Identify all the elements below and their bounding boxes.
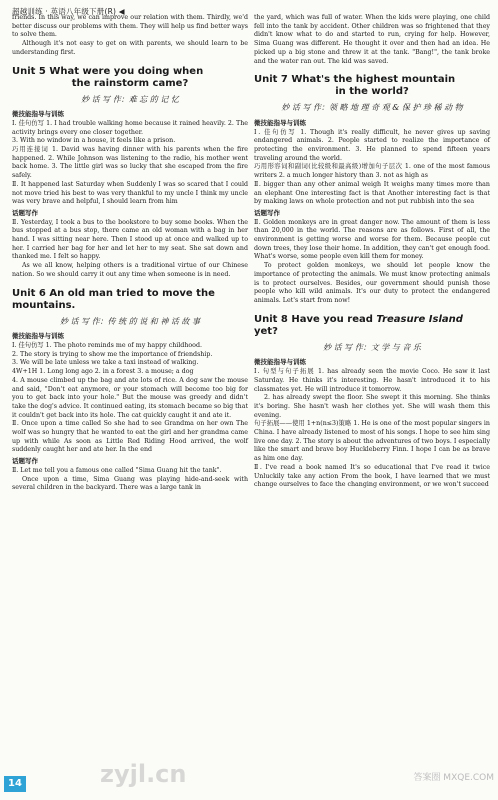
section-heading: 话题写作 [12,457,38,466]
unit-7-subtitle: 妙 话 写 作：领 略 地 理 奇 观 & 保 护 珍 稀 动 物 [281,103,463,113]
unit-7-title-line1: Unit 7 What's the highest mountain [254,74,456,86]
section-heading: 微技能指导与训练 [12,110,64,119]
essay-paragraph: As we all know, helping others is a traditional virtue of our Chinese nation. So we should carry it out any time when someone is in need. [12,262,248,278]
unit-8-subtitle: 妙 话 写 作：文 学 与 音 乐 [323,342,421,352]
paragraph: the yard, which was full of water. When the kids were playing, one child fell into the tank by accident. Other children was so frightened that they didn't know what to do and started to run, crying for help. However, Sima Guang was different. He thought it over and then had an idea. He picked up a big stone and threw it at the tank. "Bang!", the tank broke and the water ran out. The kid was saved. [254,14,490,65]
answer-line: Ⅱ. bigger than any other animal weigh It weighs many times more than an elephant One interesting fact is that Another interesting fact is that by making laws on whole protection and not put rubbish into the sea [254,180,490,206]
unit-8-title-a: Unit 8 Have you read [254,313,377,325]
unit-8-title-book: Treasure Island [376,313,463,325]
page-number: 14 [4,776,26,792]
answer-line: Ⅱ. I've read a book named It's so educational that I've read it twice Unluckily take any action From the book, I have learned that we must change ourselves to face the changing environment, or we won't succeed [254,463,490,489]
answer-line: 句子拓展——使用 1+n(n≤3)策略 1. He is one of the most popular singers in China. I have already listened to most of his songs. I hope to see him sing live one day. 2. The story is about the adventures of two boys. I especially like the smart and brave boy Huckleberry Finn. I hope I can be as brave as him one day. [254,420,490,463]
unit-7-title-line2: in the world? [335,86,409,98]
left-column [12,14,248,493]
unit-8-title [254,314,490,338]
answer-line: Ⅰ. 佳句仿写 1. Though it's really difficult, he never gives up saving endangered animals. 2. People started to realize the importance of protecting the environment. 3. He planned to spend fifteen years traveling around the world. [254,128,490,162]
answer-line: 3. With no window in a house, it feels like a prison. [12,137,176,145]
essay-paragraph: Once upon a time, Sima Guang was playing hide-and-seek with several children in the backyard. There was a large tank in [12,475,248,492]
answer-line: 2. has already swept the floor. She swept it this morning. She thinks it's boring. She hasn't wash her clothes yet. She will wash them this evening. [254,394,490,419]
paragraph: friends. In this way, we can improve our relation with them. Thirdly, we'd better discuss our problems with them. They will help us find better ways to solve them. [12,14,248,39]
section-heading: 话题写作 [254,208,280,217]
essay-paragraph: Ⅱ. Let me tell you a famous one called "Sima Guang hit the tank". [12,466,222,474]
answer-line: 3. We will be late unless we take a taxi instead of walking. [12,359,199,367]
essay-paragraph: Ⅱ. Golden monkeys are in great danger now. The amount of them is less than 20,000 in the world. The reasons are as follows. First of all, the environment is getting worse and worse for them. Because people cut down trees, they lose their home. In addition, they can't get enough food. What's worse, some people even kill them for money. [254,218,490,261]
answer-line: Ⅰ. 佳句仿写 1. I had trouble walking home because it rained heavily. 2. The activity brings every one closer together. [12,119,248,136]
unit-5-title-line1: Unit 5 What were you doing when [12,65,204,77]
page-header: 超越训练 · 英语八年级下册(R) ◀ [12,7,125,16]
unit-6-title: Unit 6 An old man tried to move the mountains. [12,287,215,311]
answer-line: 巧用形容词和副词(比较级和最高级)增加句子层次 1. one of the most famous writers 2. a much longer history than 3. not as high as [254,163,490,180]
answer-line: Ⅰ. 佳句仿写 1. The photo reminds me of my happy childhood. [12,341,203,349]
answer-line: Ⅱ. It happened last Saturday when Suddenly I was so scared that I could not move tried his best to was very thankful to my uncle I think my uncle was very brave and helpful, I should learn from him [12,180,248,206]
essay-paragraph: To protect golden monkeys, we should let people know the importance of protecting the animals. We must know protecting animals is to protect ourselves. Besides, our government should punish those people who kill wild animals. It's our duty to protect the endangered animals. Let's start from now! [254,262,490,304]
essay-paragraph: Ⅱ. Yesterday, I took a bus to the bookstore to buy some books. When the bus stopped at a bus stop, there came an old woman with a bag in her hand. I was sitting near here. Then I stood up at once and walked up to her. I carried her bag for her and let her to my seat. She sat down and thanked me. I felt so happy. [12,218,248,261]
section-heading: 微技能指导与训练 [12,332,64,341]
section-heading: 微技能指导与训练 [254,118,306,127]
watermark: 答案圈 MXQE.COM [413,773,494,783]
section-heading: 微技能指导与训练 [254,358,306,367]
unit-7-title [254,74,490,98]
watermark-zyjl: zyjl.cn [100,760,187,788]
unit-5-subtitle: 妙 话 写 作：难 忘 的 记 忆 [81,94,179,104]
unit-8-title-c: yet? [254,325,278,337]
unit-6-subtitle: 妙 话 写 作：传 统 的 说 和 神 话 故 事 [60,316,200,326]
unit-5-title-line2: the rainstorm came? [71,77,189,89]
answer-line: 巧用连接词 1. David was having dinner with his parents when the fire happened. 2. While Johnson was listening to the radio, his mother went back home. 3. The little girl was so lucky that she escaped from the fire safely. [12,146,248,180]
unit-5-title [12,66,248,90]
answer-line: 4. A mouse climbed up the bag and ate lots of rice. A dog saw the mouse and said, "Don't eat anymore, or your stomach will become too big for you to get back into your hole." But the mouse was greedy and didn't take the dog's advice. It continued eating, its stomach became so big that it couldn't get back into its hole. The cat quickly caught it and ate it. [12,376,248,419]
answer-line: 4W+1H 1. Long long ago 2. in a forest 3. a mouse; a dog [12,368,194,376]
answer-line: Ⅰ. 句型与句子拓展 1. has already seen the movie Coco. He saw it last Saturday. He thinks it's interesting. He hasn't introduced it to his classmates yet. He will introduce it tomorrow. [254,368,490,393]
paragraph: Although it's not easy to get on with parents, we should learn to be understanding first. [12,40,248,56]
answer-line: 2. The story is trying to show me the importance of friendship. [12,350,213,358]
section-heading: 话题写作 [12,208,38,217]
answer-line: Ⅱ. Once upon a time called So she had to see Grandma on her own The wolf was so hungry that he wanted to eat the girl and her grandma came up with while As soon as Little Red Riding Hood arrived, the wolf suddenly caught her and ate her. In the end [12,420,248,454]
right-column [254,14,490,490]
